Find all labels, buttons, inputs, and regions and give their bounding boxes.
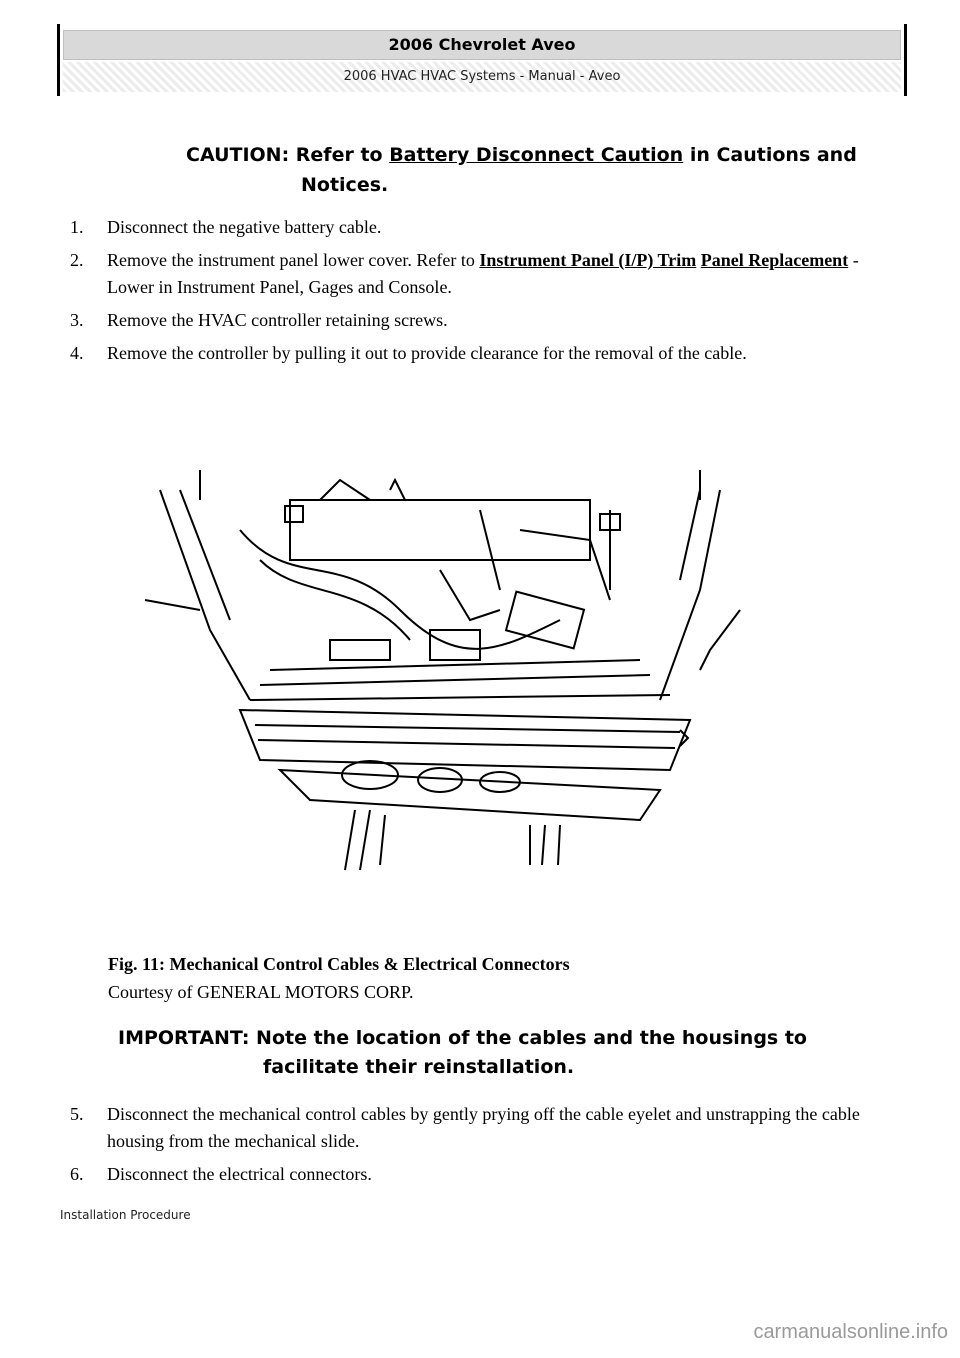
important-line-2: facilitate their reinstallation. — [263, 1056, 575, 1078]
figure-caption-title: Fig. 11: Mechanical Control Cables & Electrical Connectors — [108, 954, 570, 974]
page-header — [57, 24, 907, 96]
step-number: 6. — [70, 1164, 84, 1184]
important-line-1: IMPORTANT: Note the location of the cables and the housings to — [118, 1027, 807, 1049]
step-text: Disconnect the negative battery cable. — [107, 217, 382, 237]
step-4 — [70, 340, 870, 367]
figure-caption-credit: Courtesy of GENERAL MOTORS CORP. — [108, 982, 414, 1002]
figure-caption — [108, 950, 808, 1006]
watermark: carmanualsonline.info — [753, 1321, 948, 1343]
caution-prefix: CAUTION: Refer to — [186, 144, 390, 166]
header-right-rule — [904, 24, 907, 96]
removal-steps-continued — [70, 1101, 870, 1194]
header-left-rule — [57, 24, 60, 96]
caution-continuation: Notices. — [301, 174, 389, 196]
caution-note — [186, 140, 886, 200]
caution-suffix: in Cautions and — [683, 144, 857, 166]
instrument-panel-trim-link[interactable]: Instrument Panel (I/P) Trim — [479, 250, 697, 270]
document-subtitle: 2006 HVAC HVAC Systems - Manual - Aveo — [63, 62, 901, 92]
step-text: Remove the HVAC controller retaining screws. — [107, 310, 448, 330]
step-2-pre: Remove the instrument panel lower cover. Refer to — [107, 250, 480, 270]
panel-replacement-link[interactable]: Panel Replacement — [700, 250, 849, 270]
hvac-controller-illustration — [140, 470, 760, 890]
section-heading-installation: Installation Procedure — [60, 1208, 191, 1222]
step-3 — [70, 307, 870, 334]
step-number: 5. — [70, 1104, 84, 1124]
step-6 — [70, 1161, 870, 1188]
step-text: Disconnect the mechanical control cables by gently prying off the cable eyelet and unstrapping the cable housing from the mechanical slide. — [107, 1104, 860, 1151]
important-note — [118, 1024, 838, 1082]
removal-steps — [70, 214, 870, 373]
step-1 — [70, 214, 870, 241]
document-title: 2006 Chevrolet Aveo — [63, 30, 901, 60]
step-text — [107, 247, 870, 301]
step-2 — [70, 247, 870, 301]
step-number: 3. — [70, 310, 84, 330]
battery-disconnect-caution-link[interactable]: Battery Disconnect Caution — [389, 144, 684, 166]
step-2-post: - Lower in Instrument Panel, Gages and Console. — [107, 250, 859, 297]
step-number: 1. — [70, 217, 84, 237]
step-text: Disconnect the electrical connectors. — [107, 1164, 372, 1184]
step-text: Remove the controller by pulling it out to provide clearance for the removal of the cable. — [107, 343, 747, 363]
step-number: 4. — [70, 343, 84, 363]
step-5 — [70, 1101, 870, 1155]
step-number: 2. — [70, 250, 84, 270]
